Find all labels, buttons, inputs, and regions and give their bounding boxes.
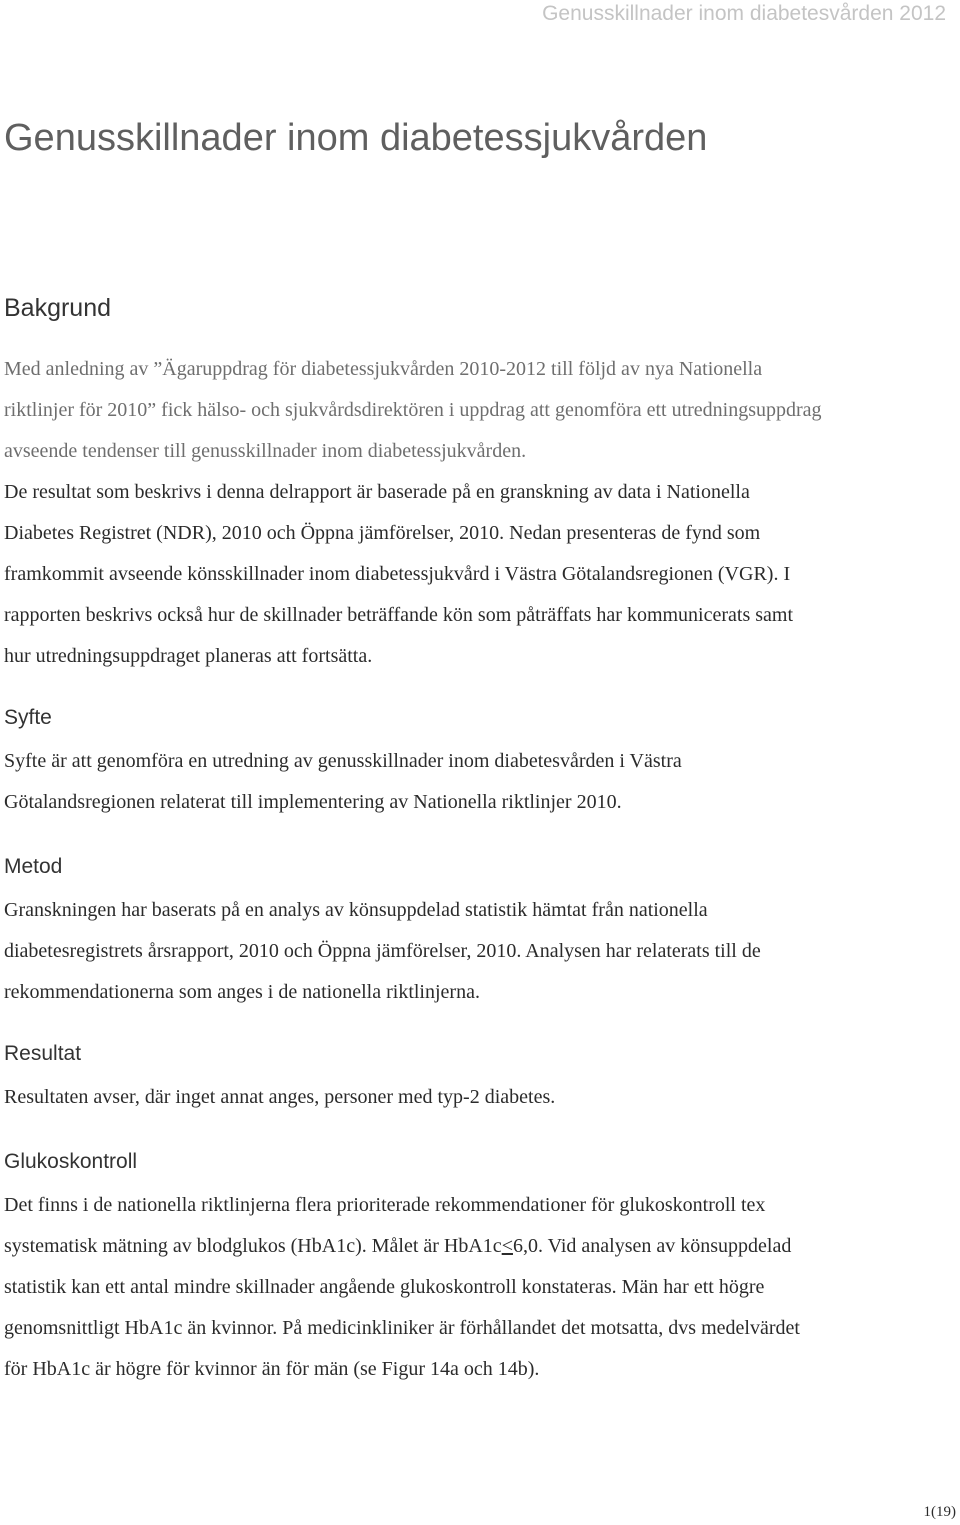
heading-glukoskontroll: Glukoskontroll [4, 1150, 138, 1173]
heading-metod: Metod [4, 855, 63, 878]
text-line: Syfte är att genomföra en utredning av genusskillnader inom diabetesvården i Västra [4, 750, 682, 772]
text-line: diabetesregistrets årsrapport, 2010 och Öppna jämförelser, 2010. Analysen har relaterats till de [4, 940, 761, 962]
text-line: rekommendationerna som anges i de nationella riktlinjerna. [4, 981, 480, 1003]
heading-bakgrund: Bakgrund [4, 294, 112, 322]
running-header: Genusskillnader inom diabetesvården 2012 [542, 2, 946, 25]
text-line: hur utredningsuppdraget planeras att fortsätta. [4, 645, 373, 667]
text-line [4, 1226, 960, 1267]
heading-resultat: Resultat [4, 1042, 82, 1065]
text-segment: 6,0. Vid analysen av könsuppdelad [512, 1235, 792, 1257]
text-line: avseende tendenser till genusskillnader inom diabetessjukvården. [4, 440, 527, 462]
heading-syfte: Syfte [4, 706, 52, 729]
text-line: rapporten beskrivs också hur de skillnader beträffande kön som påträffats har kommunicerats samt [4, 604, 794, 626]
paragraph-resultat [4, 1077, 960, 1118]
text-line: riktlinjer för 2010” fick hälso- och sjukvårdsdirektören i uppdrag att genomföra ett utredningsuppdrag [4, 399, 822, 421]
paragraph-syfte [4, 741, 960, 823]
text-line: Diabetes Registret (NDR), 2010 och Öppna jämförelser, 2010. Nedan presenteras de fynd som [4, 522, 761, 544]
text-line: Med anledning av ”Ägaruppdrag för diabetessjukvården 2010-2012 till följd av nya Nationella [4, 358, 763, 380]
text-line: framkommit avseende könsskillnader inom diabetessjukvård i Västra Götalandsregionen (VGR). I [4, 563, 791, 585]
text-line: Resultaten avser, där inget annat anges, personer med typ-2 diabetes. [4, 1086, 556, 1108]
text-line: för HbA1c är högre för kvinnor än för män (se Figur 14a och 14b). [4, 1358, 540, 1380]
text-line: genomsnittligt HbA1c än kvinnor. På medicinkliniker är förhållandet det motsatta, dvs medelvärdet [4, 1317, 800, 1339]
document-title: Genusskillnader inom diabetessjukvården [4, 117, 708, 159]
text-line: Granskningen har baserats på en analys av könsuppdelad statistik hämtat från nationella [4, 899, 708, 921]
text-segment: systematisk mätning av blodglukos (HbA1c). Målet är HbA1c [4, 1235, 502, 1257]
paragraph-metod [4, 890, 960, 1013]
text-line: Det finns i de nationella riktlinjerna flera prioriterade rekommendationer för glukoskontroll tex [4, 1194, 766, 1216]
paragraph-glukoskontroll [4, 1185, 960, 1390]
paragraph-bakgrund-main [4, 472, 960, 677]
text-line: De resultat som beskrivs i denna delrapport är baserade på en granskning av data i Nationella [4, 481, 750, 503]
paragraph-bakgrund-intro [4, 349, 960, 472]
less-than-or-equal-symbol: < [501, 1235, 513, 1257]
text-line: statistik kan ett antal mindre skillnader angående glukoskontroll konstateras. Män har ett högre [4, 1276, 765, 1298]
page-number: 1(19) [923, 1504, 956, 1520]
text-line: Götalandsregionen relaterat till implementering av Nationella riktlinjer 2010. [4, 791, 622, 813]
